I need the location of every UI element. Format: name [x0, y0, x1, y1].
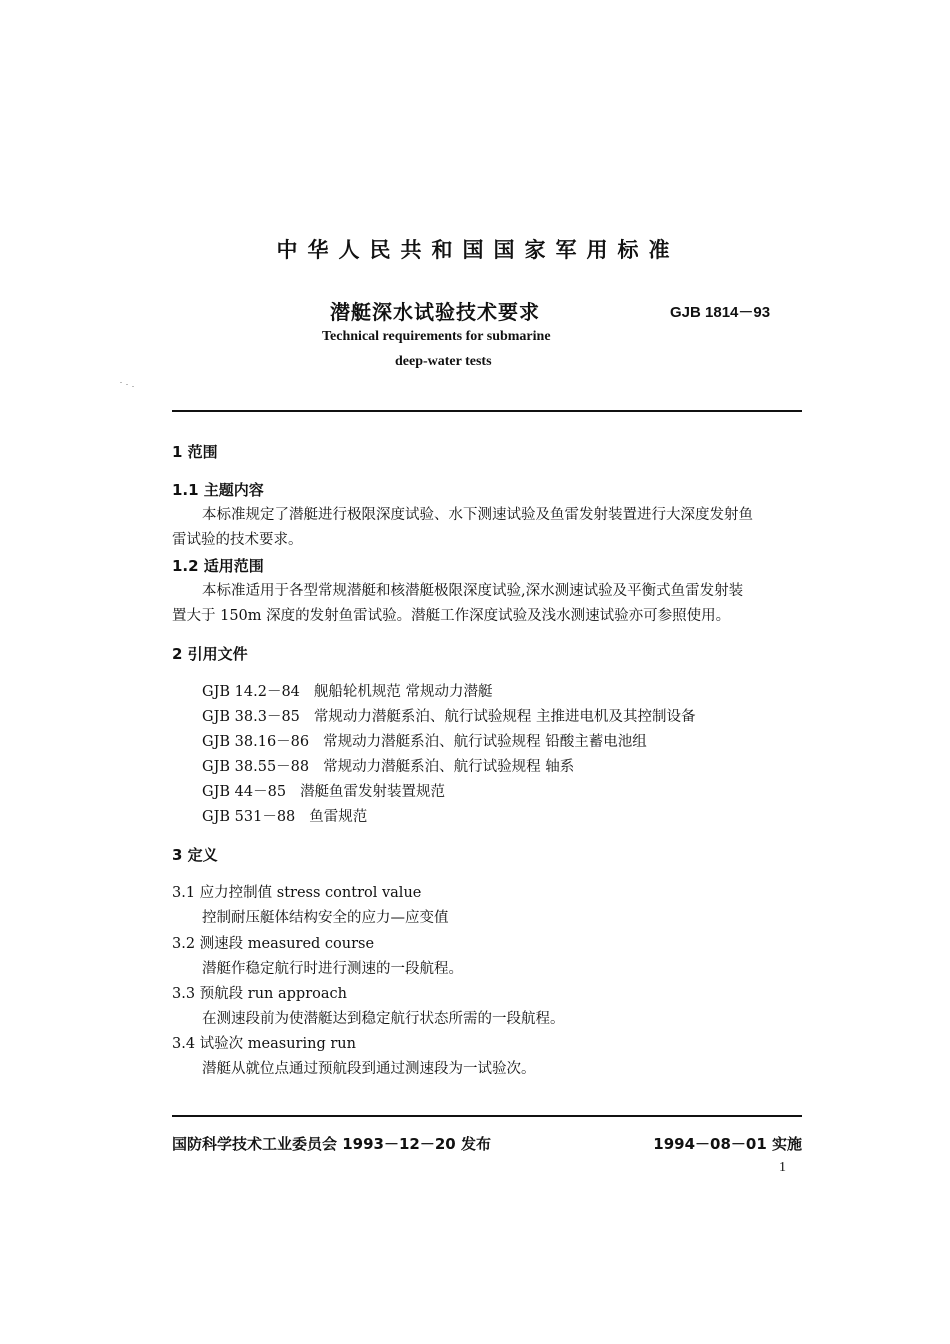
- section-1-1-text-line2: 雷试验的技术要求。: [172, 532, 303, 548]
- reference-item: [202, 680, 493, 701]
- reference-item: [202, 805, 367, 826]
- reference-code: GJB 14.2－84: [202, 684, 300, 700]
- reference-title: 常规动力潜艇系泊、航行试验规程 铅酸主蓄电池组: [323, 734, 647, 750]
- definition-3-3-text: 在测速段前为使潜艇达到稳定航行状态所需的一段航程。: [202, 1011, 565, 1027]
- standard-type-heading: 中华人民共和国国家军用标准: [276, 238, 680, 262]
- definition-3-1-term: 3.1 应力控制值 stress control value: [172, 885, 422, 901]
- effective-date: 1994－08－01 实施: [653, 1135, 802, 1153]
- reference-code: GJB 44－85: [202, 784, 287, 800]
- reference-code: GJB 38.3－85: [202, 709, 300, 725]
- reference-item: [202, 755, 574, 776]
- section-1-1-heading: 1.1 主题内容: [172, 481, 264, 499]
- section-1-2-text-line1: 本标准适用于各型常规潜艇和核潜艇极限深度试验,深水测速试验及平衡式鱼雷发射装: [202, 583, 744, 599]
- definition-3-1-text: 控制耐压艇体结构安全的应力—应变值: [202, 910, 449, 926]
- section-1-2-heading: 1.2 适用范围: [172, 557, 264, 575]
- section-1-heading: 1 范围: [172, 443, 218, 461]
- reference-title: 鱼雷规范: [309, 809, 368, 825]
- reference-title: 常规动力潜艇系泊、航行试验规程 轴系: [323, 759, 575, 775]
- document-title-en-line2: deep-water tests: [395, 354, 492, 369]
- footer-divider: [172, 1115, 802, 1117]
- definition-3-3-term: 3.3 预航段 run approach: [172, 986, 347, 1002]
- section-2-heading: 2 引用文件: [172, 645, 248, 663]
- definition-3-2-text: 潜艇作稳定航行时进行测速的一段航程。: [202, 961, 463, 977]
- document-title-en-line1: Technical requirements for submarine: [322, 329, 551, 344]
- header-divider: [172, 410, 802, 412]
- reference-item: [202, 730, 647, 751]
- document-title-cn: 潜艇深水试验技术要求: [330, 300, 540, 324]
- reference-code: GJB 38.55－88: [202, 759, 310, 775]
- section-1-2-text-line2: 置大于 150m 深度的发射鱼雷试验。潜艇工作深度试验及浅水测速试验亦可参照使用。: [172, 608, 731, 624]
- section-1-1-text-line1: 本标准规定了潜艇进行极限深度试验、水下测速试验及鱼雷发射装置进行大深度发射鱼: [202, 507, 753, 523]
- definition-3-2-term: 3.2 测速段 measured course: [172, 936, 375, 952]
- scan-speck: [120, 382, 122, 383]
- standard-number: GJB 1814－93: [670, 304, 771, 321]
- definition-3-4-text: 潜艇从就位点通过预航段到通过测速段为一试验次。: [202, 1061, 536, 1077]
- section-3-heading: 3 定义: [172, 846, 218, 864]
- reference-item: [202, 705, 696, 726]
- scan-speck: [126, 384, 128, 385]
- reference-code: GJB 531－88: [202, 809, 296, 825]
- scan-speck: [132, 386, 134, 387]
- reference-code: GJB 38.16－86: [202, 734, 310, 750]
- definition-3-4-term: 3.4 试验次 measuring run: [172, 1036, 356, 1052]
- reference-title: 常规动力潜艇系泊、航行试验规程 主推进电机及其控制设备: [313, 709, 696, 725]
- page-number: 1: [779, 1160, 786, 1175]
- issue-date: 国防科学技术工业委员会 1993－12－20 发布: [172, 1135, 491, 1153]
- reference-title: 舰船轮机规范 常规动力潜艇: [313, 684, 493, 700]
- reference-title: 潜艇鱼雷发射装置规范: [300, 784, 446, 800]
- reference-item: [202, 780, 445, 801]
